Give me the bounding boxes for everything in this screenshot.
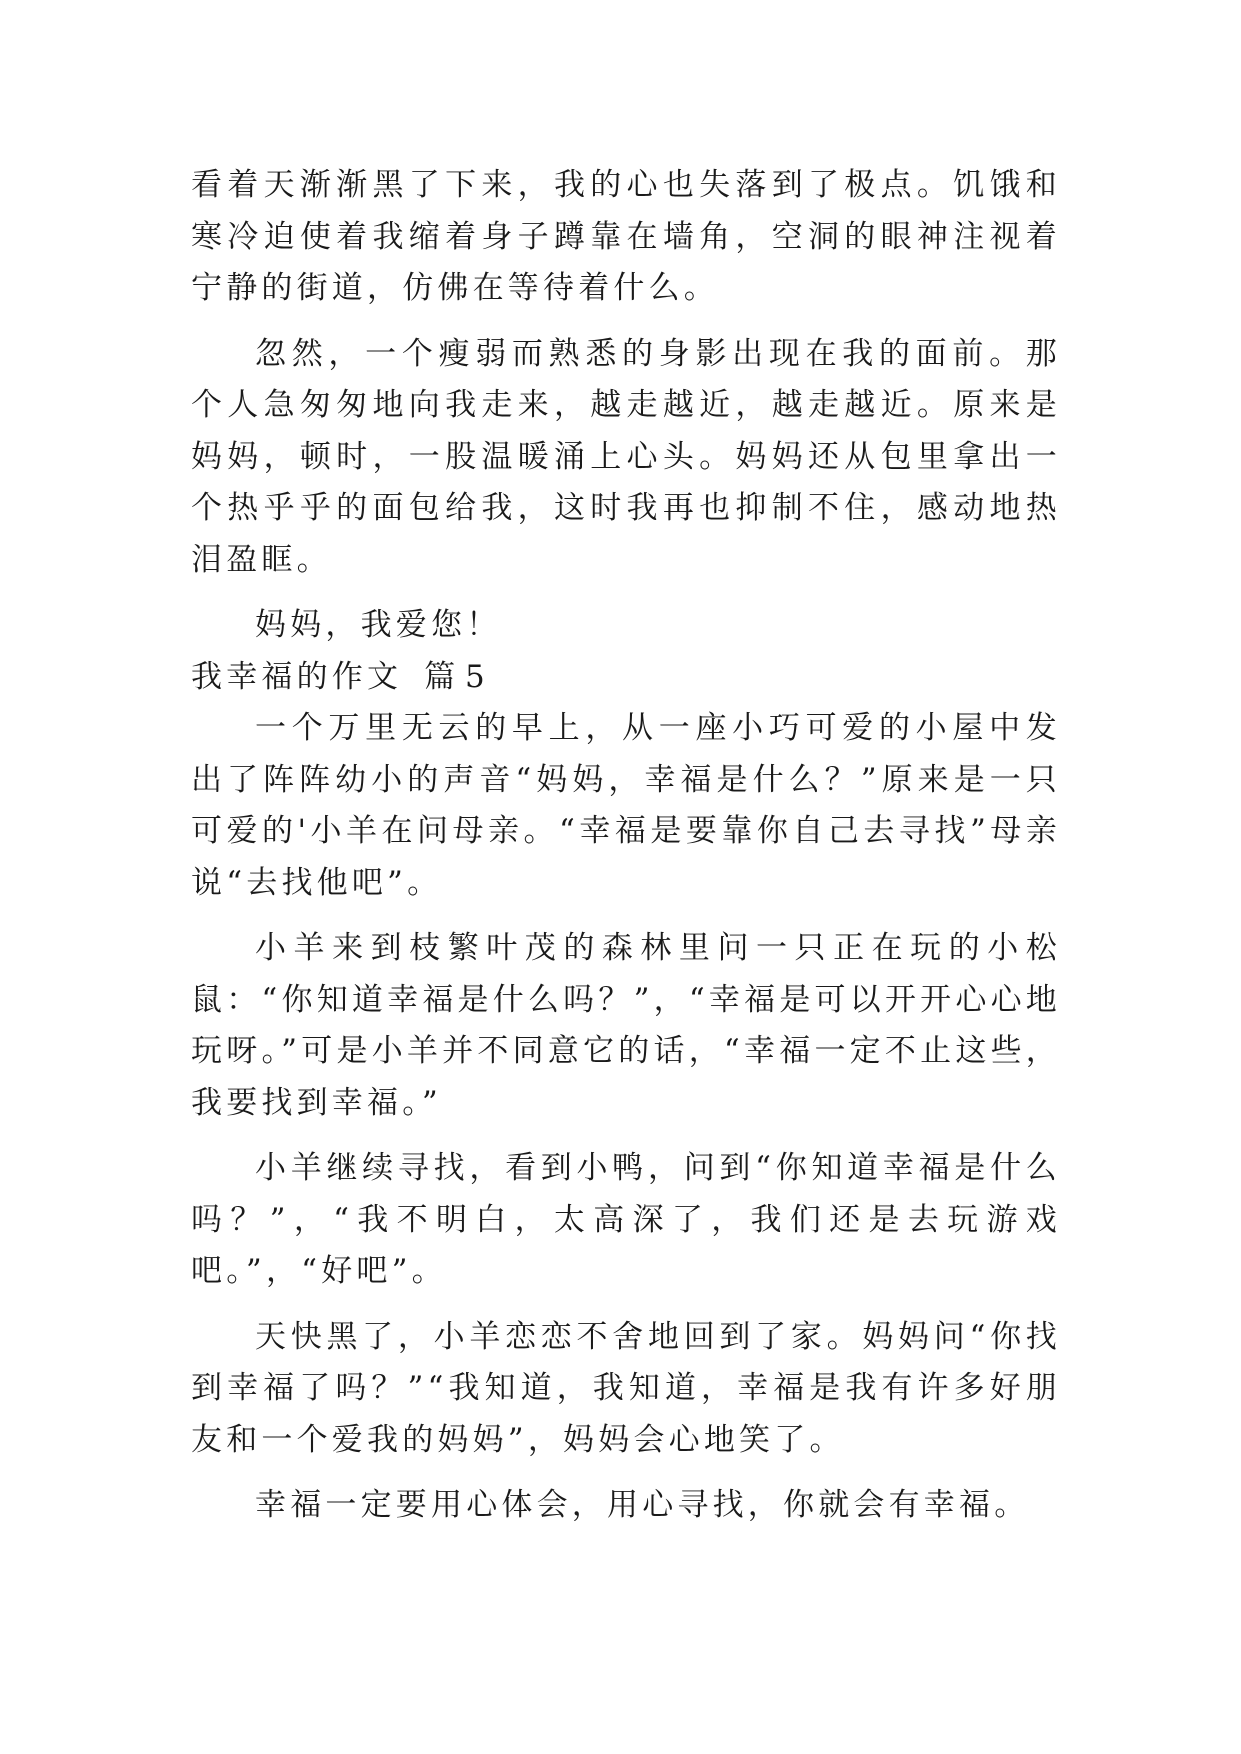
paragraph-intro: 看着天渐渐黑了下来，我的心也失落到了极点。饥饿和寒冷迫使着我缩着身子蹲靠在墙角，空洞的眼神注视着宁静的街道，仿佛在等待着什么。: [191, 167, 1061, 306]
paragraph-conclusion: 幸福一定要用心体会，用心寻找，你就会有幸福。: [255, 1487, 1030, 1523]
paragraph-mother-appears: 忽然，一个瘦弱而熟悉的身影出现在我的面前。那个人急匆匆地向我走来，越走越近，越走越近。原来是妈妈，顿时，一股温暖涌上心头。妈妈还从包里拿出一个热乎乎的面包给我，这时我再也抑制不住，感动地热泪盈眶。: [191, 335, 1061, 578]
section-number: 篇 5: [424, 658, 485, 695]
paragraph-i-love-you: 妈妈，我爱您！: [255, 607, 502, 643]
paragraph-squirrel: 小羊来到枝繁叶茂的森林里问一只正在玩的小松鼠：“你知道幸福是什么吗？”，“幸福是可以开开心心地玩呀。”可是小羊并不同意它的话，“幸福一定不止这些，我要找到幸福。”: [191, 930, 1061, 1121]
section-title: 我幸福的作文: [191, 658, 403, 695]
paragraph-lamb-asks: 一个万里无云的早上，从一座小巧可爱的小屋中发出了阵阵幼小的声音“妈妈，幸福是什么？”原来是一只可爱的'小羊在问母亲。“幸福是要靠你自己去寻找”母亲说“去找他吧”。: [191, 710, 1061, 901]
paragraph-duckling: 小羊继续寻找，看到小鸭，问到“你知道幸福是什么吗？”，“我不明白，太高深了，我们还是去玩游戏吧。”，“好吧”。: [191, 1150, 1061, 1289]
article-body: [191, 160, 1061, 1532]
paragraph-home: 天快黑了，小羊恋恋不舍地回到了家。妈妈问“你找到幸福了吗？”“我知道，我知道，幸福是我有许多好朋友和一个爱我的妈妈”，妈妈会心地笑了。: [191, 1318, 1061, 1458]
section-heading: [191, 652, 1061, 704]
